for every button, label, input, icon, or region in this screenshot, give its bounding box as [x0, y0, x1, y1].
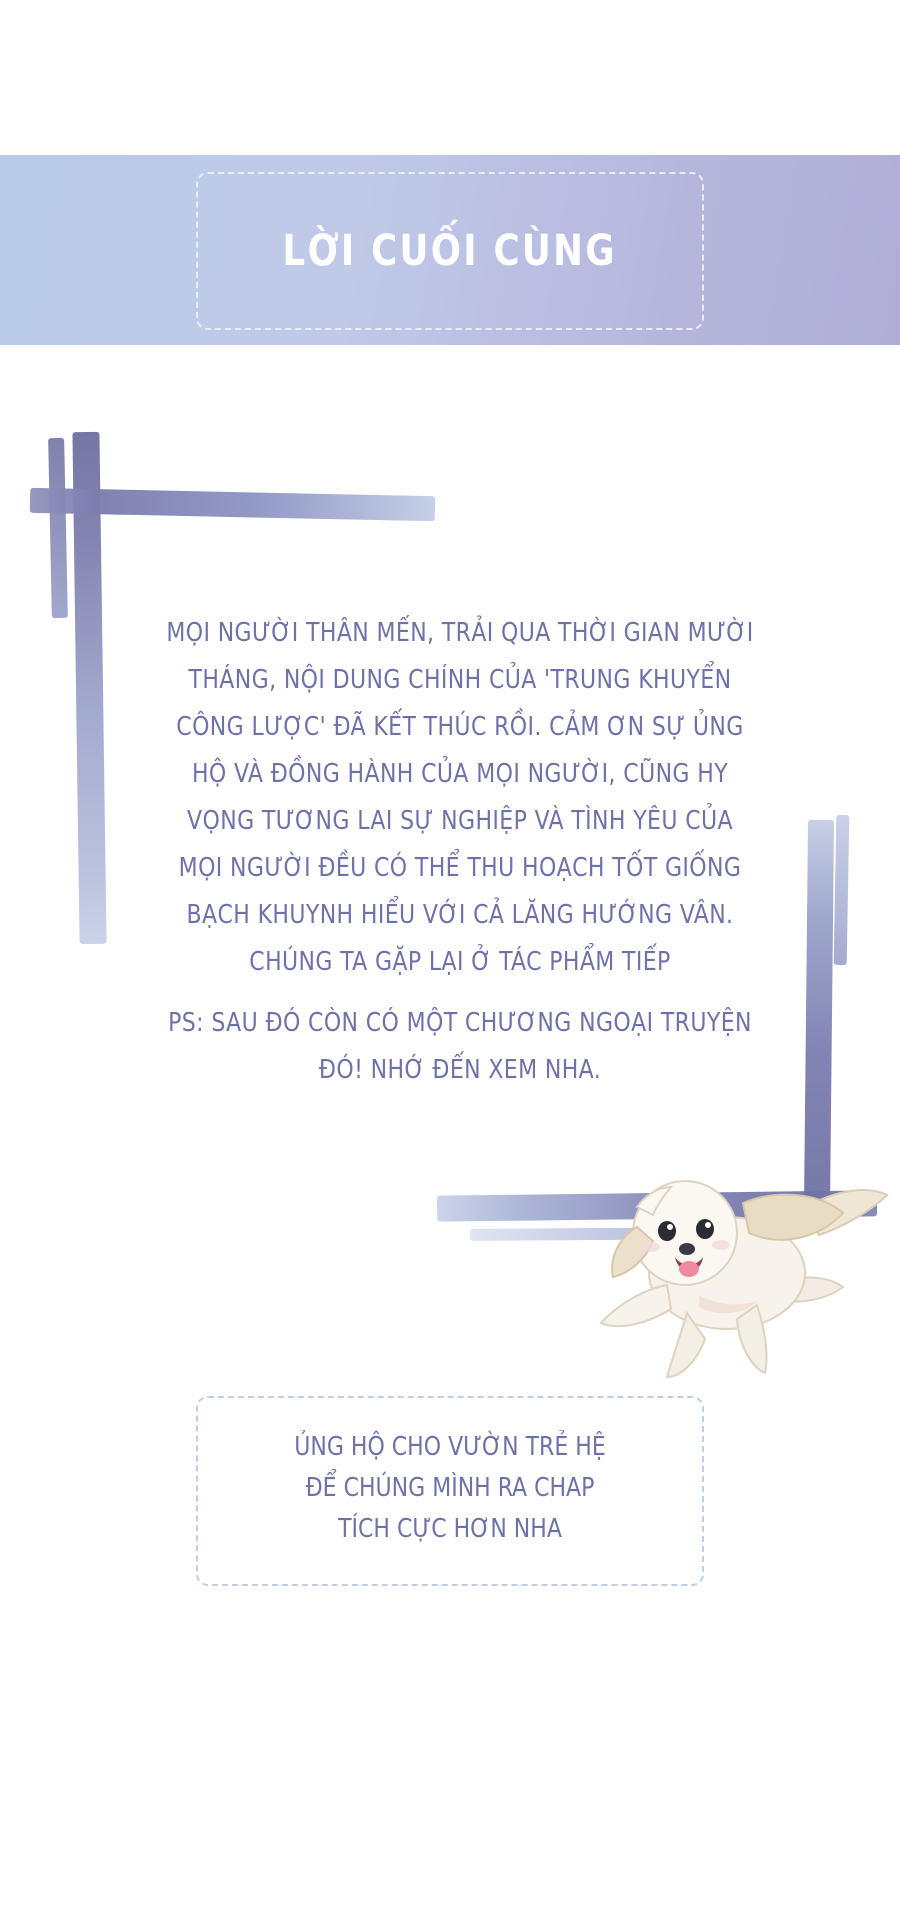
brush-stroke-vertical-topleft-accent [48, 438, 68, 618]
header-title-box [196, 172, 704, 330]
footer-line-1: ỦNG HỘ CHO VƯỜN TRẺ HỆ [294, 1432, 606, 1462]
ps-note [162, 1000, 757, 1094]
ps-note-text: PS: SAU ĐÓ CÒN CÓ MỘT CHƯƠNG NGOẠI TRUYỆN ĐÓ! NHỚ ĐẾN XEM NHA. [168, 1008, 752, 1085]
brush-stroke-vertical-right-accent [834, 815, 850, 965]
page-title: LỜI CUỐI CÙNG [282, 226, 618, 276]
brush-stroke-vertical-right [804, 820, 834, 1210]
footer-note [206, 1427, 694, 1550]
footer-line-3: TÍCH CỰC HƠN NHA [338, 1514, 562, 1544]
body-paragraph-text: MỌI NGƯỜI THÂN MẾN, TRẢI QUA THỜI GIAN MƯỜI THÁNG, NỘI DUNG CHÍNH CỦA 'TRUNG KHUYỂN CÔNG LƯỢC' ĐÃ KẾT THÚC RỒI. CẢM ƠN SỰ ỦNG HỘ VÀ ĐỒNG HÀNH CỦA MỌI NGƯỜI, CŨNG HY VỌNG TƯƠNG LAI SỰ NGHIỆP VÀ TÌNH YÊU CỦA MỌI NGƯỜI ĐỀU CÓ THỂ THU HOẠCH TỐT GIỐNG BẠCH KHUYNH HIỂU VỚI CẢ LĂNG HƯỚNG VÂN. CHÚNG TA GẶP LẠI Ở TÁC PHẨM TIẾP [166, 618, 754, 977]
body-paragraph [162, 610, 757, 986]
footer-line-2: ĐỂ CHÚNG MÌNH RA CHAP [305, 1473, 595, 1503]
